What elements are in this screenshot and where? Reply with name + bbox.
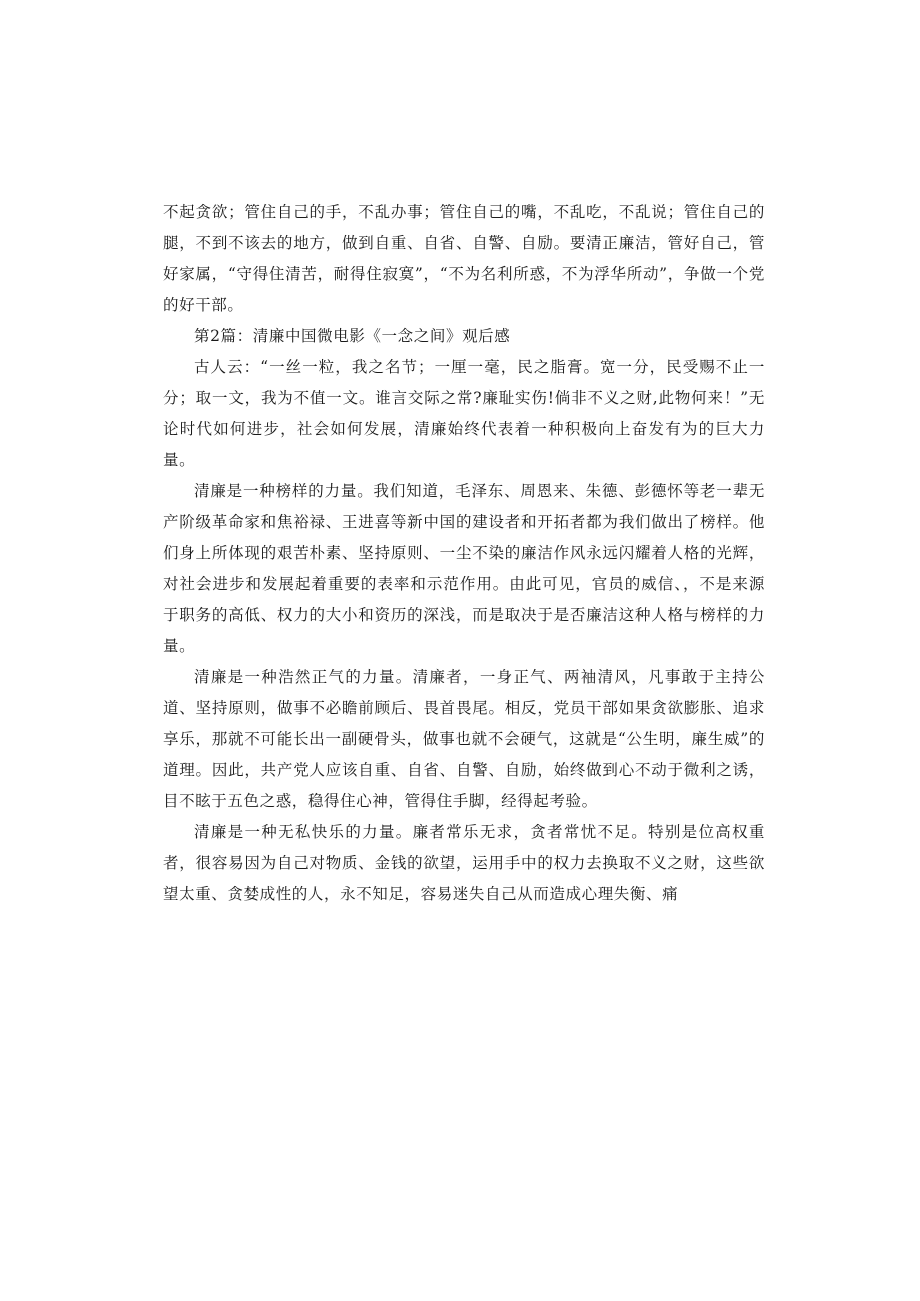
section-heading: 第2篇：清廉中国微电影《一念之间》观后感	[194, 327, 511, 345]
paragraph-selfless-joy: 清廉是一种无私快乐的力量。廉者常乐无求，贪者常忧不足。特别是位高权重者，很容易因为自己对物质、金钱的欲望，运用手中的权力去换取不义之财，这些欲望太重、贪婪成性的人，永不知足，容易迷失自己从而造成心理失衡、痛	[163, 823, 765, 903]
document-body	[163, 197, 765, 910]
paragraph-role-model: 清廉是一种榜样的力量。我们知道，毛泽东、周恩来、朱德、彭德怀等老一辈无产阶级革命家和焦裕禄、王进喜等新中国的建设者和开拓者都为我们做出了榜样。他们身上所体现的艰苦朴素、坚持原则、一尘不染的廉洁作风永远闪耀着人格的光辉，对社会进步和发展起着重要的表率和示范作用。由此可见，官员的威信、，不是来源于职务的高低、权力的大小和资历的深浅，而是取决于是否廉洁这种人格与榜样的力量。	[163, 482, 765, 655]
paragraph-continuation: 不起贪欲；管住自己的手，不乱办事；管住自己的嘴，不乱吃，不乱说；管住自己的腿，不到不该去的地方，做到自重、自省、自警、自励。要清正廉洁，管好自己，管好家属，“守得住清苦，耐得住寂寞”，“不为名利所惑，不为浮华所动”，争做一个党的好干部。	[163, 203, 765, 314]
paragraph-righteousness: 清廉是一种浩然正气的力量。清廉者，一身正气、两袖清风，凡事敢于主持公道、坚持原则，做事不必瞻前顾后、畏首畏尾。相反，党员干部如果贪欲膨胀、追求享乐，那就不可能长出一副硬骨头，做事也就不会硬气，这就是“公生明，廉生威”的道理。因此，共产党人应该自重、自省、自警、自励，始终做到心不动于微利之诱，目不眩于五色之惑，稳得住心神，管得住手脚，经得起考验。	[163, 668, 765, 810]
paragraph-quote: 古人云：“一丝一粒，我之名节；一厘一毫，民之脂膏。宽一分，民受赐不止一分；取一文，我为不值一文。谁言交际之常?廉耻实伤!倘非不义之财,此物何来！”无论时代如何进步，社会如何发展，清廉始终代表着一种积极向上奋发有为的巨大力量。	[163, 358, 765, 469]
